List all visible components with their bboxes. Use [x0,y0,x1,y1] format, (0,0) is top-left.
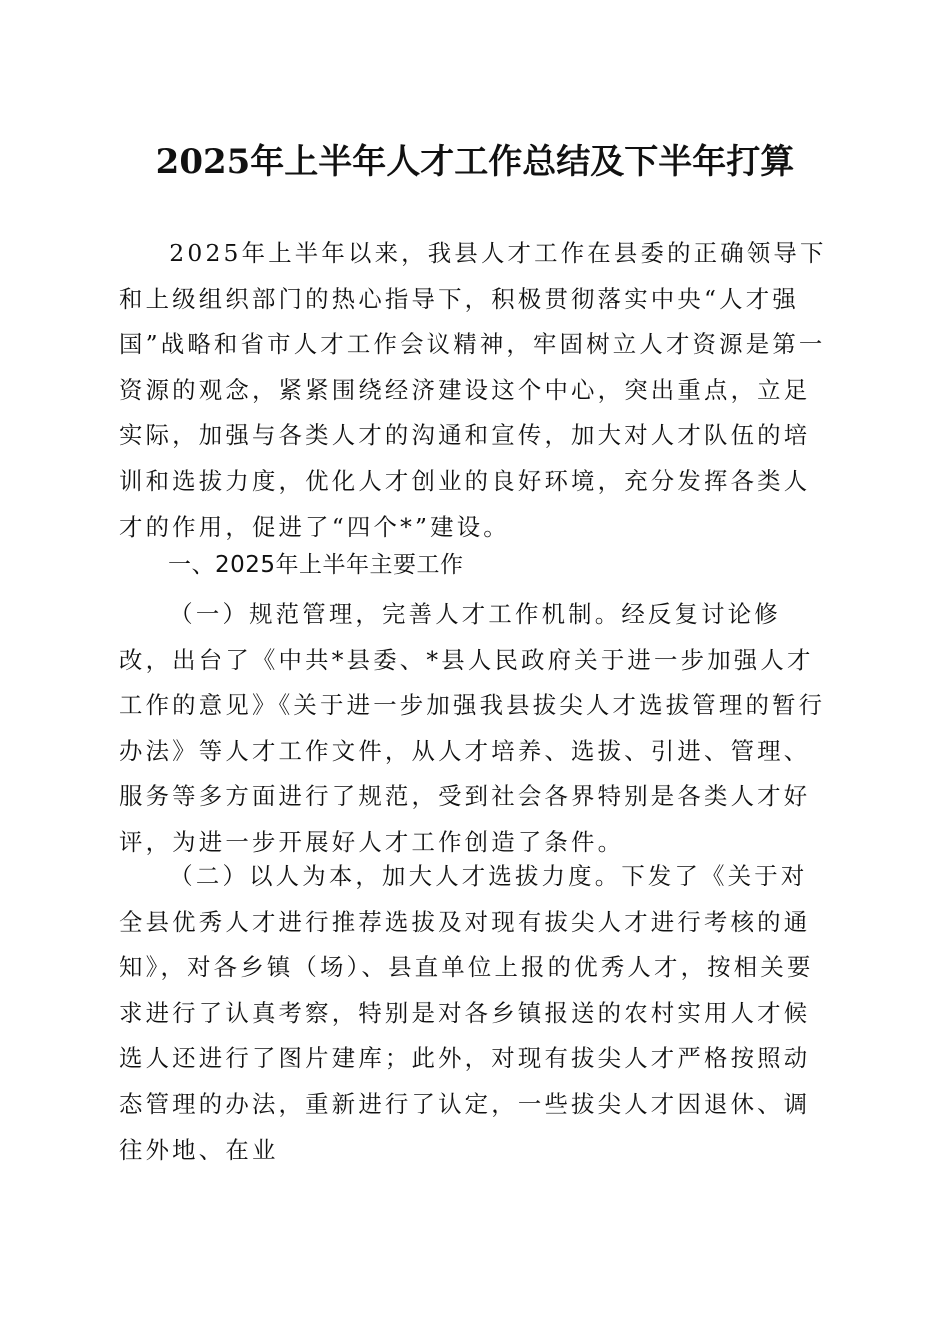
document-title: 2025年上半年人才工作总结及下半年打算 [155,142,795,182]
section-1-paragraph: （一）规范管理，完善人才工作机制。经反复讨论修改，出台了《中共*县委、*县人民政府关于进一步加强人才工作的意见》《关于进一步加强我县拔尖人才选拔管理的暂行办法》等人才工作文件，从人才培养、选拔、引进、管理、服务等多方面进行了规范，受到社会各界特别是各类人才好评，为进一步开展好人才工作创造了条件。 [119,600,826,856]
section-heading: 一、2025年上半年主要工作 [168,552,464,578]
intro-paragraph-block [119,231,831,550]
section-2-paragraph: （二）以人为本，加大人才选拔力度。下发了《关于对全县优秀人才进行推荐选拔及对现有拔尖人才进行考核的通知》，对各乡镇（场）、县直单位上报的优秀人才，按相关要求进行了认真考察，特别是对各乡镇报送的农村实用人才候选人还进行了图片建库；此外，对现有拔尖人才严格按照动态管理的办法，重新进行了认定，一些拔尖人才因退休、调往外地、在业 [119,862,814,1164]
section-2-block [119,854,831,1173]
section-1-block [119,592,831,866]
intro-paragraph: 2025年上半年以来，我县人才工作在县委的正确领导下和上级组织部门的热心指导下，积极贯彻落实中央“人才强国”战略和省市人才工作会议精神，牢固树立人才资源是第一资源的观念，紧紧围绕经济建设这个中心，突出重点，立足实际，加强与各类人才的沟通和宣传，加大对人才队伍的培训和选拔力度，优化人才创业的良好环境，充分发挥各类人才的作用，促进了“四个*”建设。 [119,239,827,541]
